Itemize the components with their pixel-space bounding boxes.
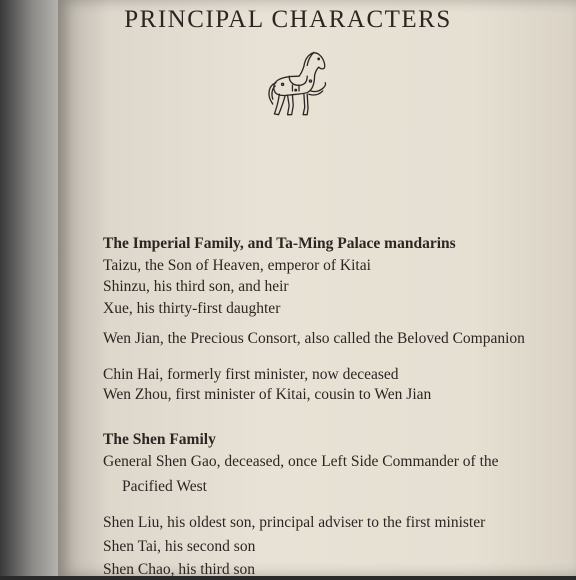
character-entry: Shen Chao, his third son xyxy=(103,561,255,578)
character-entry-continuation: Pacified West xyxy=(122,478,207,495)
character-entry: General Shen Gao, deceased, once Left Side Commander of the xyxy=(103,453,499,470)
character-entry: Wen Jian, the Precious Consort, also called the Beloved Companion xyxy=(103,330,525,347)
character-entry: Xue, his thirty-first daughter xyxy=(103,300,281,317)
page-title: PRINCIPAL CHARACTERS xyxy=(124,6,452,33)
character-entry: Shen Liu, his oldest son, principal adviser to the first minister xyxy=(103,514,486,531)
character-entry: Shinzu, his third son, and heir xyxy=(103,278,289,295)
character-entry: Shen Tai, his second son xyxy=(103,538,256,555)
character-entry: Taizu, the Son of Heaven, emperor of Kitai xyxy=(103,257,371,274)
character-entry: Chin Hai, formerly first minister, now deceased xyxy=(103,366,399,383)
section-heading-imperial-family: The Imperial Family, and Ta-Ming Palace mandarins xyxy=(103,235,456,252)
section-heading-shen-family: The Shen Family xyxy=(103,431,216,448)
character-entry: Wen Zhou, first minister of Kitai, cousin to Wen Jian xyxy=(103,386,432,403)
horse-icon xyxy=(258,45,340,127)
book-gutter xyxy=(0,0,58,576)
